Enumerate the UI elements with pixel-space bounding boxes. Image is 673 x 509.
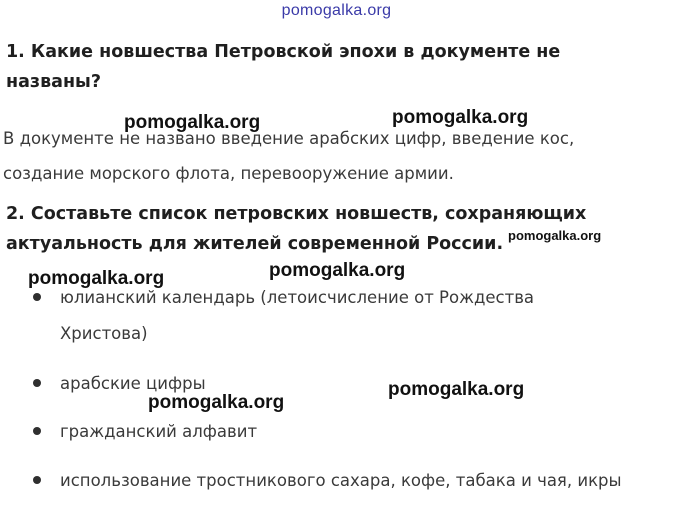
list-item-text: гражданский алфавит bbox=[60, 422, 258, 441]
bullet-icon bbox=[33, 476, 41, 484]
list-item-text: использование тростникового сахара, кофе, табака и чая, икры bbox=[60, 471, 622, 490]
list-item-text-continued: Христова) bbox=[60, 324, 148, 343]
answer-1-line-1: В документе не названо введение арабских цифр, введение кос, bbox=[3, 129, 575, 148]
bullet-icon bbox=[33, 427, 41, 435]
question-1 bbox=[6, 37, 646, 97]
question-1-line-1: 1. Какие новшества Петровской эпохи в документе не bbox=[6, 42, 561, 62]
watermark: pomogalka.org bbox=[148, 392, 285, 413]
bullet-icon bbox=[33, 293, 41, 301]
answer-1 bbox=[3, 121, 645, 191]
watermark: pomogalka.org bbox=[392, 107, 529, 128]
list-item-text: арабские цифры bbox=[60, 374, 206, 393]
question-1-line-2: названы? bbox=[6, 72, 102, 92]
watermark: pomogalka.org bbox=[269, 260, 406, 281]
watermark-top: pomogalka.org bbox=[281, 2, 392, 19]
question-2-line-1: 2. Составьте список петровских новшеств, сохраняющих bbox=[6, 204, 587, 224]
answer-1-line-2: создание морского флота, перевооружение армии. bbox=[3, 164, 454, 183]
question-2-line-2: актуальность для жителей современной России. bbox=[6, 234, 504, 254]
bullet-icon bbox=[33, 379, 41, 387]
list-item-text: юлианский календарь (летоисчисление от Рождества bbox=[60, 288, 535, 307]
watermark: pomogalka.org bbox=[388, 379, 525, 400]
watermark: pomogalka.org bbox=[124, 112, 261, 133]
watermark: pomogalka.org bbox=[28, 268, 165, 289]
watermark: pomogalka.org bbox=[508, 228, 602, 243]
